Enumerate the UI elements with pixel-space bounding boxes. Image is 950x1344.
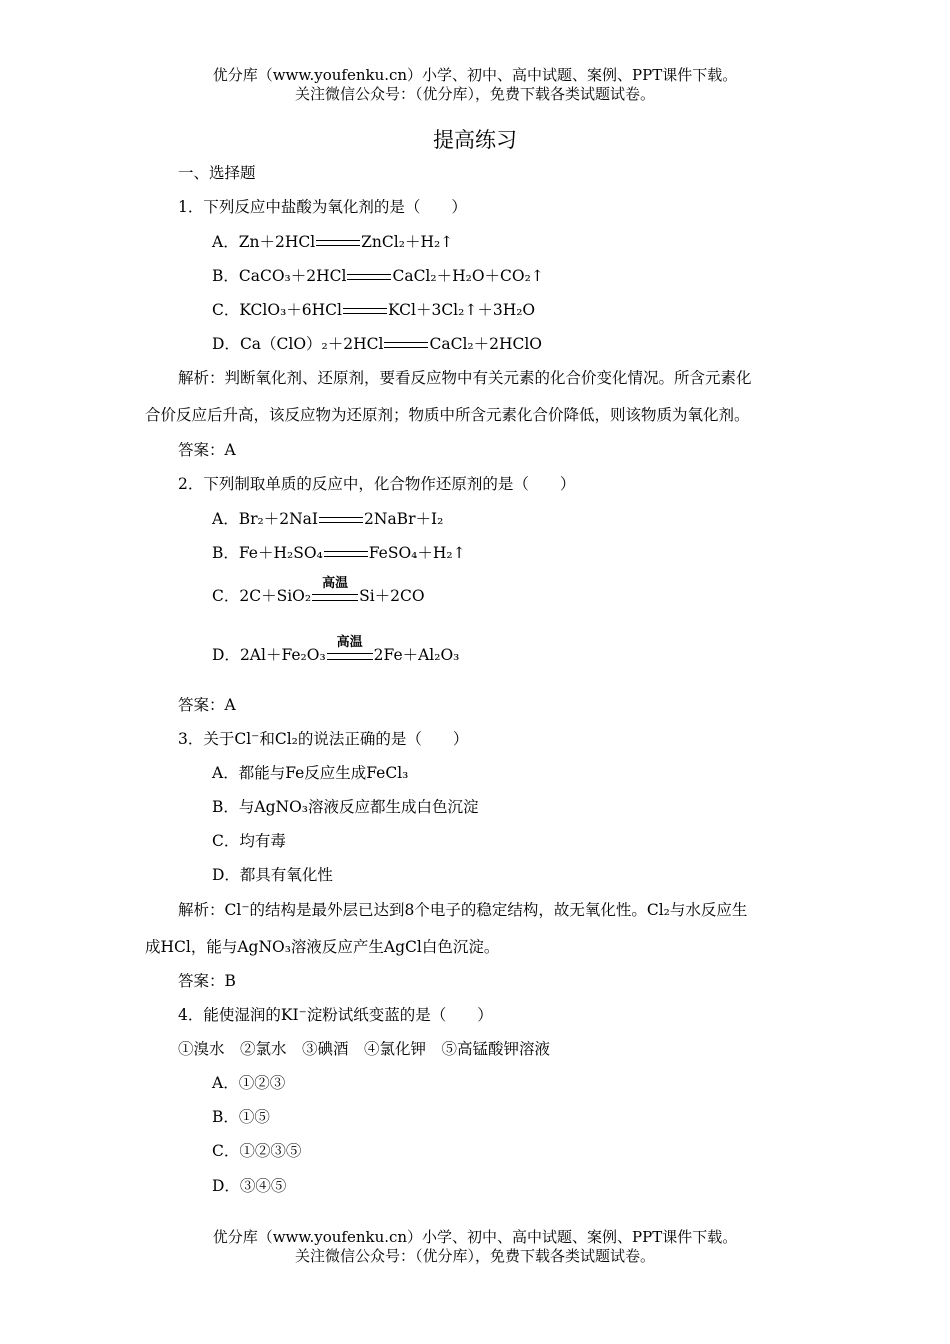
option-label: C．	[212, 587, 240, 605]
option-label: B．	[212, 544, 239, 562]
products: CaCl₂＋2HClO	[429, 335, 543, 353]
q1-option-d	[212, 334, 542, 354]
q4-option-a: A．①②③	[212, 1074, 286, 1092]
q1-answer: 答案：A	[178, 441, 236, 459]
header-line-1: 优分库（www.youfenku.cn）小学、初中、高中试题、案例、PPT课件下载。	[212, 66, 738, 84]
reactants: Zn＋2HCl	[238, 233, 316, 251]
footer-line-2: 关注微信公众号：（优分库），免费下载各类试题试卷。	[294, 1247, 655, 1265]
products: ZnCl₂＋H₂↑	[361, 233, 454, 251]
equals-sign	[319, 517, 363, 523]
q1-option-a	[212, 232, 453, 252]
reaction-condition-sign	[312, 575, 358, 601]
products: 2NaBr＋I₂	[364, 510, 444, 528]
equals-sign	[327, 653, 373, 660]
reactants: CaCO₃＋2HCl	[238, 267, 347, 285]
reactants: 2Al＋Fe₂O₃	[239, 646, 326, 664]
q4-stem: 4．能使湿润的KI⁻淀粉试纸变蓝的是（ ）	[178, 1006, 493, 1024]
q2-option-d	[212, 634, 460, 665]
reactants: 2C＋SiO₂	[239, 587, 312, 605]
q2-answer: 答案：A	[178, 696, 236, 714]
q4-items: ①溴水 ②氯水 ③碘酒 ④氯化钾 ⑤高锰酸钾溶液	[178, 1040, 551, 1058]
equals-sign	[324, 551, 368, 557]
q3-option-c: C．均有毒	[212, 832, 286, 850]
q3-analysis-line-2: 成HCl，能与AgNO₃溶液反应产生AgCl白色沉淀。	[145, 938, 500, 956]
q3-stem: 3．关于Cl⁻和Cl₂的说法正确的是（ ）	[178, 730, 469, 748]
q3-option-a: A．都能与Fe反应生成FeCl₃	[212, 764, 409, 782]
q1-option-c	[212, 300, 535, 320]
q3-option-d: D．都具有氧化性	[212, 866, 333, 884]
option-label: D．	[212, 335, 240, 353]
q2-option-a	[212, 509, 443, 529]
reactants: Ca（ClO）₂＋2HCl	[239, 335, 384, 353]
products: 2Fe＋Al₂O₃	[373, 646, 460, 664]
q4-option-d: D．③④⑤	[212, 1177, 287, 1195]
option-label: A．	[212, 233, 239, 251]
reactants: Fe＋H₂SO₄	[238, 544, 323, 562]
reactants: Br₂＋2NaI	[238, 510, 319, 528]
header-line-2: 关注微信公众号：（优分库），免费下载各类试题试卷。	[294, 85, 655, 103]
q1-analysis-line-2: 合价反应后升高，该反应物为还原剂；物质中所含元素化合价降低，则该物质为氧化剂。	[145, 406, 750, 424]
q1-analysis-line-1: 解析：判断氧化剂、还原剂，要看反应物中有关元素的化合价变化情况。所含元素化	[178, 369, 752, 387]
equals-sign	[343, 308, 387, 314]
q2-option-b	[212, 543, 466, 563]
equals-sign	[384, 342, 428, 348]
products: Si＋2CO	[359, 587, 425, 605]
reaction-condition-sign	[327, 634, 373, 660]
option-label: C．	[212, 301, 240, 319]
equals-sign	[316, 240, 360, 246]
q4-option-c: C．①②③⑤	[212, 1142, 302, 1160]
q3-analysis-line-1: 解析：Cl⁻的结构是最外层已达到8个电子的稳定结构，故无氧化性。Cl₂与水反应生	[178, 901, 748, 919]
products: FeSO₄＋H₂↑	[368, 544, 466, 562]
q2-stem: 2．下列制取单质的反应中，化合物作还原剂的是（ ）	[178, 475, 576, 493]
option-label: A．	[212, 510, 239, 528]
equals-sign	[312, 594, 358, 601]
condition-label: 高温	[322, 575, 349, 591]
q4-option-b: B．①⑤	[212, 1108, 270, 1126]
option-label: D．	[212, 646, 240, 664]
condition-label: 高温	[336, 634, 363, 650]
q1-stem: 1．下列反应中盐酸为氧化剂的是（ ）	[178, 198, 467, 216]
q1-option-b	[212, 266, 544, 286]
footer-line-1: 优分库（www.youfenku.cn）小学、初中、高中试题、案例、PPT课件下载。	[212, 1228, 738, 1246]
q2-option-c	[212, 575, 425, 606]
option-label: B．	[212, 267, 239, 285]
page-title: 提高练习	[433, 128, 517, 152]
q3-option-b: B．与AgNO₃溶液反应都生成白色沉淀	[212, 798, 479, 816]
products: KCl＋3Cl₂↑＋3H₂O	[387, 301, 536, 319]
section-heading: 一、选择题	[178, 164, 256, 182]
products: CaCl₂＋H₂O＋CO₂↑	[392, 267, 544, 285]
equals-sign	[347, 274, 391, 280]
q3-answer: 答案：B	[178, 972, 236, 990]
reactants: KClO₃＋6HCl	[239, 301, 342, 319]
